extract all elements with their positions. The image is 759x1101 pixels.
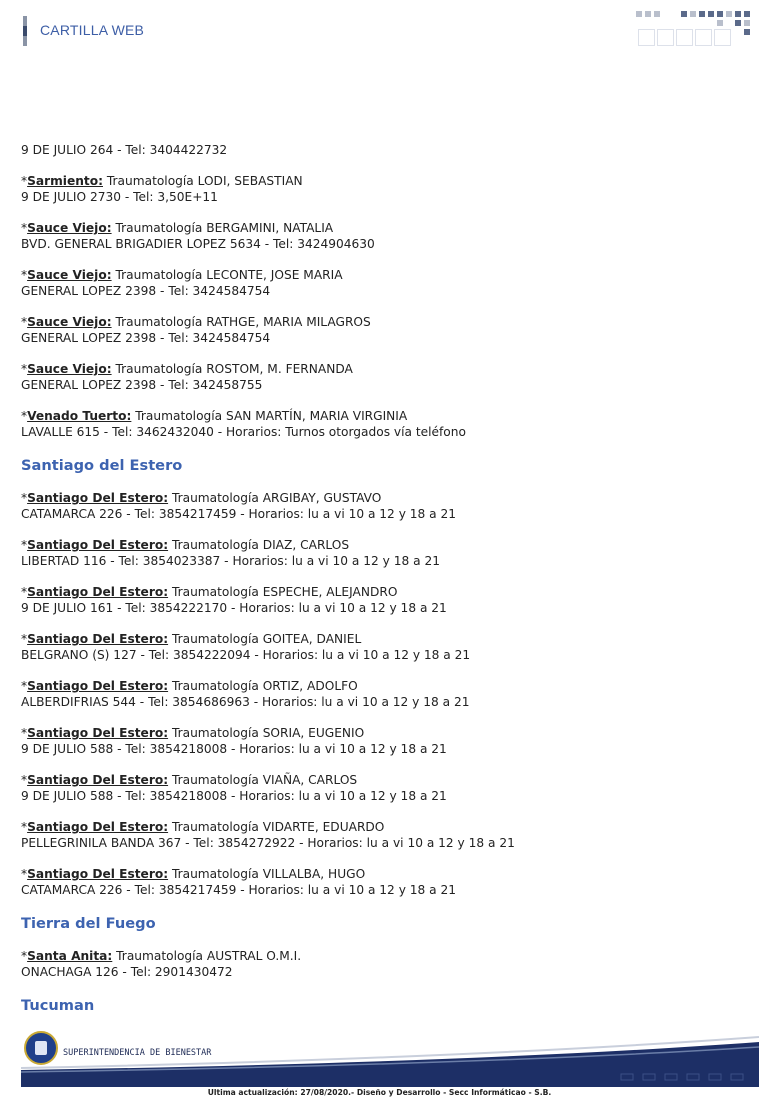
bullet-asterisk: * [21, 362, 28, 376]
directory-groups [21, 173, 741, 1015]
entry-specialist: Traumatología DIAZ, CARLOS [168, 538, 350, 552]
list-item [21, 490, 741, 522]
list-item [21, 173, 741, 205]
entry-specialist: Traumatología AUSTRAL O.M.I. [112, 949, 302, 963]
entry-address: 9 DE JULIO 2730 - Tel: 3,50E+11 [21, 190, 218, 204]
entry-address: LIBERTAD 116 - Tel: 3854023387 - Horarios: lu a vi 10 a 12 y 18 a 21 [21, 554, 440, 568]
entry-title-line [21, 490, 741, 506]
entry-title-line [21, 314, 741, 330]
institution-seal-logo [24, 1031, 58, 1065]
footer-note: Ultima actualización: 27/08/2020.- Diseño y Desarrollo - Secc Informáticao - S.B. [207, 1088, 552, 1097]
bullet-asterisk: * [21, 726, 28, 740]
entry-title-line [21, 537, 741, 553]
entry-address: LAVALLE 615 - Tel: 3462432040 - Horarios: Turnos otorgados vía teléfono [21, 425, 466, 439]
entry-title-line [21, 631, 741, 647]
entry-address: GENERAL LOPEZ 2398 - Tel: 342458755 [21, 378, 263, 392]
entry-title-line [21, 948, 741, 964]
entry-location: Santiago Del Estero: [27, 820, 169, 834]
bullet-asterisk: * [21, 221, 28, 235]
entry-specialist: Traumatología SORIA, EUGENIO [168, 726, 365, 740]
region-heading[interactable]: Tucuman [21, 997, 95, 1014]
list-item [21, 866, 741, 898]
list-item [21, 220, 741, 252]
bullet-asterisk: * [21, 585, 28, 599]
entry-location: Santiago Del Estero: [27, 632, 169, 646]
bullet-asterisk: * [21, 315, 28, 329]
entry-specialist: Traumatología ORTIZ, ADOLFO [168, 679, 358, 693]
list-item [21, 408, 741, 440]
organization-name: SUPERINTENDENCIA DE BIENESTAR [63, 1048, 212, 1058]
list-item [21, 142, 741, 158]
entry-location: Santiago Del Estero: [27, 538, 169, 552]
entry-specialist: Traumatología BERGAMINI, NATALIA [111, 221, 334, 235]
entry-address: CATAMARCA 226 - Tel: 3854217459 - Horarios: lu a vi 10 a 12 y 18 a 21 [21, 507, 457, 521]
entry-specialist: Traumatología VIDARTE, EDUARDO [168, 820, 385, 834]
entry-title-line [21, 772, 741, 788]
entry-address: 9 DE JULIO 588 - Tel: 3854218008 - Horarios: lu a vi 10 a 12 y 18 a 21 [21, 789, 447, 803]
entry-title-line [21, 725, 741, 741]
bullet-asterisk: * [21, 538, 28, 552]
entry-title-line [21, 361, 741, 377]
header-accent-bar [23, 16, 27, 46]
entry-title-line [21, 220, 741, 236]
entry-location: Sauce Viejo: [27, 268, 112, 282]
page-title: CARTILLA WEB [40, 22, 145, 38]
entry-specialist: Traumatología VILLALBA, HUGO [168, 867, 366, 881]
list-item [21, 725, 741, 757]
entry-address: CATAMARCA 226 - Tel: 3854217459 - Horarios: lu a vi 10 a 12 y 18 a 21 [21, 883, 457, 897]
bullet-asterisk: * [21, 268, 28, 282]
footer-banner [21, 1028, 759, 1087]
entry-specialist: Traumatología LODI, SEBASTIAN [103, 174, 303, 188]
bullet-asterisk: * [21, 820, 28, 834]
entry-address: GENERAL LOPEZ 2398 - Tel: 3424584754 [21, 284, 271, 298]
entry-address: PELLEGRINILA BANDA 367 - Tel: 3854272922 - Horarios: lu a vi 10 a 12 y 18 a 21 [21, 836, 515, 850]
entry-title-line [21, 173, 741, 189]
entry-specialist: Traumatología ESPECHE, ALEJANDRO [168, 585, 398, 599]
region-heading[interactable]: Tierra del Fuego [21, 915, 156, 932]
region-heading[interactable]: Santiago del Estero [21, 457, 183, 474]
entry-specialist: Traumatología GOITEA, DANIEL [168, 632, 362, 646]
bullet-asterisk: * [21, 679, 28, 693]
entry-location: Santiago Del Estero: [27, 491, 169, 505]
entry-address: 9 DE JULIO 588 - Tel: 3854218008 - Horarios: lu a vi 10 a 12 y 18 a 21 [21, 742, 447, 756]
list-item [21, 631, 741, 663]
entry-location: Sauce Viejo: [27, 315, 112, 329]
list-item [21, 948, 741, 980]
entry-location: Santiago Del Estero: [27, 679, 169, 693]
entry-address: GENERAL LOPEZ 2398 - Tel: 3424584754 [21, 331, 271, 345]
entry-title-line [21, 584, 741, 600]
entry-location: Santiago Del Estero: [27, 773, 169, 787]
bullet-asterisk: * [21, 773, 28, 787]
bullet-asterisk: * [21, 174, 28, 188]
directory-content [21, 142, 741, 1030]
list-item [21, 819, 741, 851]
entry-title-line [21, 408, 741, 424]
list-item [21, 314, 741, 346]
entry-location: Sauce Viejo: [27, 362, 112, 376]
list-item [21, 584, 741, 616]
bullet-asterisk: * [21, 949, 28, 963]
entry-specialist: Traumatología SAN MARTÍN, MARIA VIRGINIA [131, 409, 408, 423]
list-item [21, 267, 741, 299]
header-decoration [636, 11, 756, 47]
entry-location: Santiago Del Estero: [27, 867, 169, 881]
entry-title-line [21, 866, 741, 882]
entry-location: Santa Anita: [27, 949, 113, 963]
entry-location: Santiago Del Estero: [27, 726, 169, 740]
entry-address: ALBERDIFRIAS 544 - Tel: 3854686963 - Horarios: lu a vi 10 a 12 y 18 a 21 [21, 695, 470, 709]
bullet-asterisk: * [21, 867, 28, 881]
entry-address: BELGRANO (S) 127 - Tel: 3854222094 - Horarios: lu a vi 10 a 12 y 18 a 21 [21, 648, 471, 662]
entry-address: 9 DE JULIO 264 - Tel: 3404422732 [21, 143, 228, 157]
entry-specialist: Traumatología ARGIBAY, GUSTAVO [168, 491, 382, 505]
entry-specialist: Traumatología RATHGE, MARIA MILAGROS [111, 315, 371, 329]
entry-title-line [21, 678, 741, 694]
entry-title-line [21, 267, 741, 283]
entry-title-line [21, 819, 741, 835]
list-item [21, 772, 741, 804]
entry-location: Sauce Viejo: [27, 221, 112, 235]
entry-location: Santiago Del Estero: [27, 585, 169, 599]
bullet-asterisk: * [21, 491, 28, 505]
entry-specialist: Traumatología LECONTE, JOSE MARIA [111, 268, 343, 282]
entry-specialist: Traumatología ROSTOM, M. FERNANDA [111, 362, 353, 376]
entry-address: ONACHAGA 126 - Tel: 2901430472 [21, 965, 233, 979]
bullet-asterisk: * [21, 632, 28, 646]
entry-address: 9 DE JULIO 161 - Tel: 3854222170 - Horarios: lu a vi 10 a 12 y 18 a 21 [21, 601, 447, 615]
entry-address: BVD. GENERAL BRIGADIER LOPEZ 5634 - Tel: 3424904630 [21, 237, 375, 251]
bullet-asterisk: * [21, 409, 28, 423]
list-item [21, 537, 741, 569]
list-item [21, 678, 741, 710]
entry-specialist: Traumatología VIAÑA, CARLOS [168, 773, 358, 787]
list-item [21, 361, 741, 393]
entry-location: Venado Tuerto: [27, 409, 132, 423]
entry-location: Sarmiento: [27, 174, 103, 188]
